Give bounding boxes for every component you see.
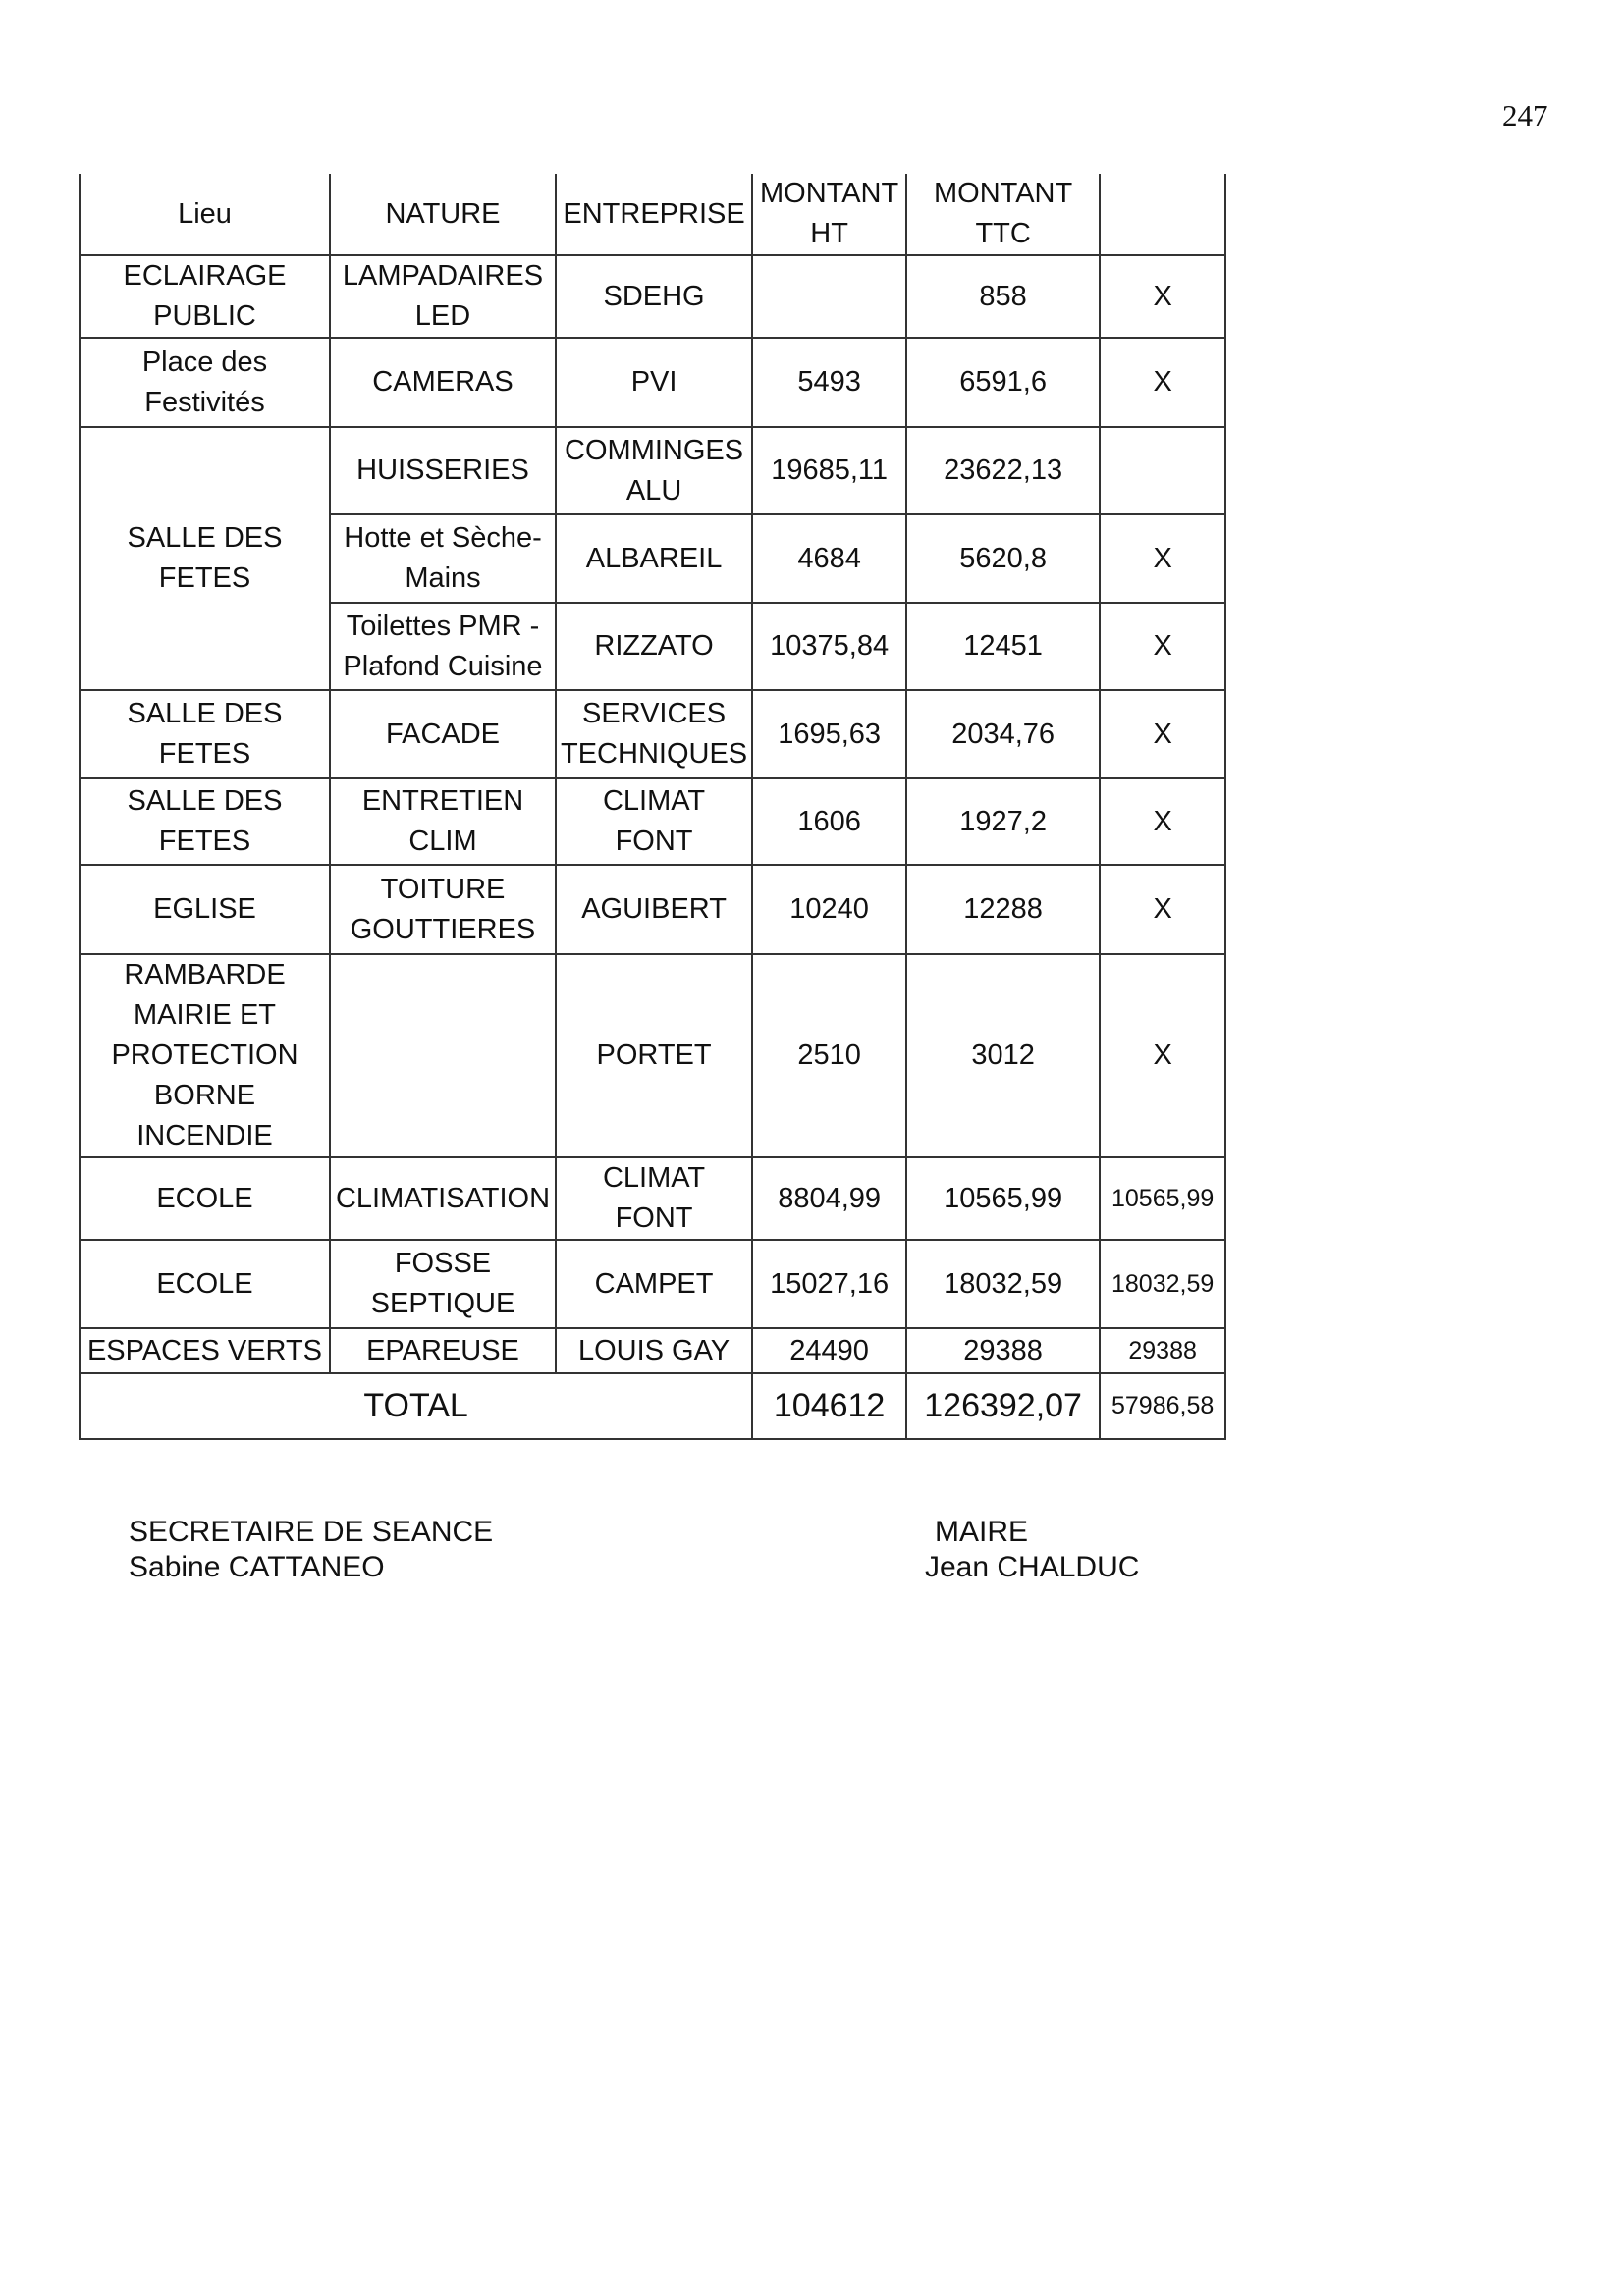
cell-lieu: ECOLE: [80, 1240, 330, 1328]
cell-entreprise: PORTET: [556, 954, 752, 1157]
cell-entreprise: CAMPET: [556, 1240, 752, 1328]
cell-entreprise: LOUIS GAY: [556, 1328, 752, 1373]
cell-extra: X: [1100, 690, 1225, 778]
signature-secretary: [129, 1515, 493, 1585]
cell-ht: [752, 255, 906, 338]
cell-extra: X: [1100, 514, 1225, 603]
header-entreprise: ENTREPRISE: [556, 174, 752, 255]
cell-entreprise: CLIMAT FONT: [556, 1157, 752, 1240]
cell-entreprise: SDEHG: [556, 255, 752, 338]
cell-extra: 10565,99: [1100, 1157, 1225, 1240]
cell-ht: 8804,99: [752, 1157, 906, 1240]
cell-ttc: 10565,99: [906, 1157, 1100, 1240]
cell-ttc: 18032,59: [906, 1240, 1100, 1328]
cell-ttc: 6591,6: [906, 338, 1100, 427]
cell-ht: 1695,63: [752, 690, 906, 778]
total-label: TOTAL: [80, 1373, 752, 1439]
cell-entreprise: CLIMAT FONT: [556, 778, 752, 865]
cell-ttc: 12288: [906, 865, 1100, 954]
total-ht: 104612: [752, 1373, 906, 1439]
cell-extra: X: [1100, 778, 1225, 865]
table-row: [80, 778, 1225, 865]
table-row: [80, 1157, 1225, 1240]
cell-ttc: 12451: [906, 603, 1100, 690]
cell-nature: EPAREUSE: [330, 1328, 556, 1373]
mayor-role: MAIRE: [935, 1516, 1029, 1548]
cell-extra: X: [1100, 338, 1225, 427]
cell-nature: FOSSE SEPTIQUE: [330, 1240, 556, 1328]
total-ttc: 126392,07: [906, 1373, 1100, 1439]
cell-ht: 2510: [752, 954, 906, 1157]
cell-ht: 10240: [752, 865, 906, 954]
header-extra: [1100, 174, 1225, 255]
header-lieu: Lieu: [80, 174, 330, 255]
cell-nature: Hotte et Sèche-Mains: [330, 514, 556, 603]
table-row: [80, 954, 1225, 1157]
cell-ht: 10375,84: [752, 603, 906, 690]
cell-lieu: ESPACES VERTS: [80, 1328, 330, 1373]
cell-extra: X: [1100, 603, 1225, 690]
cell-ht: 4684: [752, 514, 906, 603]
cell-entreprise: PVI: [556, 338, 752, 427]
cell-entreprise: AGUIBERT: [556, 865, 752, 954]
cell-ttc: 2034,76: [906, 690, 1100, 778]
cell-entreprise: SERVICES TECHNIQUES: [556, 690, 752, 778]
expenses-table: [79, 174, 1226, 1440]
cell-lieu: ECLAIRAGE PUBLIC: [80, 255, 330, 338]
header-nature: NATURE: [330, 174, 556, 255]
mayor-name: Jean CHALDUC: [925, 1551, 1140, 1583]
cell-nature: FACADE: [330, 690, 556, 778]
cell-nature: HUISSERIES: [330, 427, 556, 514]
cell-nature: CLIMATISATION: [330, 1157, 556, 1240]
page-number: 247: [1502, 98, 1548, 133]
table-row: [80, 338, 1225, 427]
table-row: [80, 865, 1225, 954]
secretary-role: SECRETAIRE DE SEANCE: [129, 1516, 494, 1548]
cell-extra: 18032,59: [1100, 1240, 1225, 1328]
table-row: [80, 255, 1225, 338]
cell-ht: 1606: [752, 778, 906, 865]
cell-lieu: SALLE DES FETES: [80, 427, 330, 690]
cell-ttc: 5620,8: [906, 514, 1100, 603]
table-row: [80, 427, 1225, 514]
cell-nature: TOITURE GOUTTIERES: [330, 865, 556, 954]
table-row: [80, 690, 1225, 778]
cell-ttc: 29388: [906, 1328, 1100, 1373]
cell-entreprise: ALBAREIL: [556, 514, 752, 603]
secretary-name: Sabine CATTANEO: [129, 1551, 385, 1583]
cell-extra: 29388: [1100, 1328, 1225, 1373]
cell-nature: [330, 954, 556, 1157]
cell-ht: 24490: [752, 1328, 906, 1373]
cell-ttc: 3012: [906, 954, 1100, 1157]
cell-ttc: 858: [906, 255, 1100, 338]
cell-lieu: ECOLE: [80, 1157, 330, 1240]
cell-nature: LAMPADAIRES LED: [330, 255, 556, 338]
signature-mayor: [925, 1515, 1139, 1585]
cell-extra: X: [1100, 954, 1225, 1157]
total-row: [80, 1373, 1225, 1439]
table-row: [80, 1328, 1225, 1373]
cell-ht: 5493: [752, 338, 906, 427]
cell-nature: Toilettes PMR - Plafond Cuisine: [330, 603, 556, 690]
cell-entreprise: RIZZATO: [556, 603, 752, 690]
header-montant-ht: MONTANT HT: [752, 174, 906, 255]
cell-lieu: RAMBARDE MAIRIE ET PROTECTION BORNE INCENDIE: [80, 954, 330, 1157]
cell-ttc: 1927,2: [906, 778, 1100, 865]
cell-lieu: EGLISE: [80, 865, 330, 954]
cell-nature: CAMERAS: [330, 338, 556, 427]
table-header-row: [80, 174, 1225, 255]
table-row: [80, 1240, 1225, 1328]
cell-lieu: SALLE DES FETES: [80, 778, 330, 865]
cell-ht: 15027,16: [752, 1240, 906, 1328]
cell-ht: 19685,11: [752, 427, 906, 514]
cell-lieu: Place des Festivités: [80, 338, 330, 427]
cell-extra: [1100, 427, 1225, 514]
cell-extra: X: [1100, 865, 1225, 954]
cell-ttc: 23622,13: [906, 427, 1100, 514]
cell-nature: ENTRETIEN CLIM: [330, 778, 556, 865]
cell-entreprise: COMMINGES ALU: [556, 427, 752, 514]
total-extra: 57986,58: [1100, 1373, 1225, 1439]
cell-lieu: SALLE DES FETES: [80, 690, 330, 778]
cell-extra: X: [1100, 255, 1225, 338]
header-montant-ttc: MONTANT TTC: [906, 174, 1100, 255]
